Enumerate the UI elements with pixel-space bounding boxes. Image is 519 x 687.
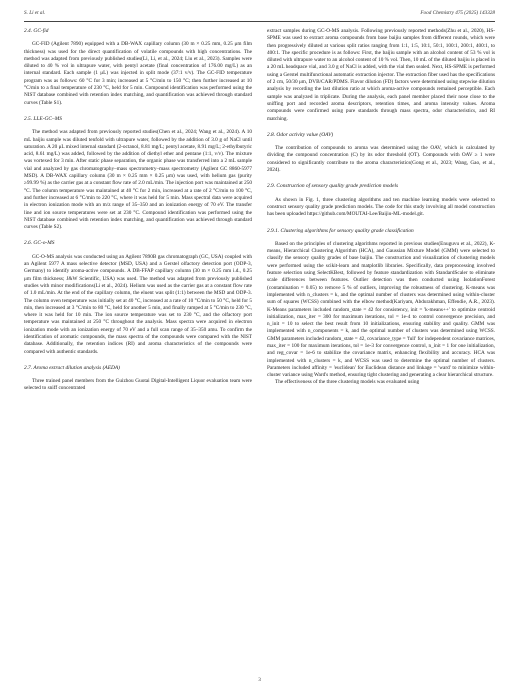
paragraph-gc-fid: GC-FID (Agilent 7890) equipped with a DB-WAX capillary column (30 m × 0.25 mm, 0.25 μm film thickness) was used for the direct quantification of volatile compounds with high concentrations. The method was adapted from previously published studies(Li, Li, et al., 2024; Liu et al., 2023). Samples were diluted to 40 % vol in ultrapure water, with pentyl acetate (final concentration of 176.00 mg/L) as an internal standard. Each sample (1 μL) was injected in split mode (37:1 v/v). The GC-FID temperature program was as follows: 60 °C for 3 min; increased at 5 °C/min to 150 °C; then further increased at 10 °C/min to a final temperature of 230 °C, held for 5 min. Compound identification was performed using the NIST database combined with retention index matching, and quantification was achieved through standard curves (Table S1). (24, 41, 252, 106)
section-heading-2-8: 2.8. Odor activity value (OAV) (267, 131, 334, 138)
paragraph-prediction-models: As shown in Fig. 1, three clustering algorithms and ten machine learning models were selected to construct sensory quality grade prediction models. The code for this study involving all model construction has been uploaded https://github.com/MOUTAI-Lee/Baijiu-ML-model.git. (267, 196, 495, 218)
running-head-journal: Food Chemistry 475 (2025) 143328 (420, 10, 495, 16)
paragraph-aeda-start: Three trained panel members from the Guizhou Guotai Digital-Intelligent Liquor evaluation team were selected to sniff concentrated (24, 378, 252, 392)
paragraph-clustering-evaluation: The effectiveness of the three clustering models was evaluated using (275, 379, 420, 386)
running-head-authors: S. Li et al. (24, 10, 46, 16)
paragraph-gc-o-ms: GC-O-MS analysis was conducted using an Agilent 7890B gas chromatograph (GC, USA) coupled with an Agilent 5977 A mass selective detector (MSD, USA) and a Gerstel olfactory detection port (ODP-3, Germany) to identify aroma-active compounds. A DB-FFAP capillary column (30 m × 0.25 mm i.d., 0.25 μm film thickness; J&W Scientific, USA) was used. The method was adapted from previously published studies with minor modifications(Li et al., 2024). Helium was used as the carrier gas at a constant flow rate of 1.0 mL/min. At the end of the capillary column, the eluent was split (1:1) between the MSD and ODP-3. The column oven temperature was initially set at 40 °C, increased at a rate of 10 °C/min to 50 °C, held for 5 min, then increased at 3 °C/min to 80 °C, held for another 5 min, and finally ramped at 5 °C/min to 230 °C, where it was held for 10 min. The ion source temperature was set to 230 °C, and the olfactory port temperature was maintained at 250 °C throughout the analysis. Mass spectra were acquired in electron ionization mode with an ionization energy of 70 eV and a full scan range of 35–350 amu. To confirm the identification of aromatic compounds, the mass spectra of the compounds were compared with the NIST database. Additionally, the retention indices (RI) and aroma characteristics of the compounds were compared with authentic standards. (24, 253, 252, 355)
header-rule (24, 21, 495, 22)
subsection-heading-2-9-1: 2.9.1. Clustering algorithms for sensory quality grade classification (267, 227, 414, 234)
page-number: 3 (258, 677, 261, 683)
section-heading-2-5: 2.5. LLE-GC–MS (24, 115, 62, 122)
left-column (24, 28, 252, 650)
right-column (267, 28, 495, 650)
running-head (24, 10, 495, 19)
section-heading-2-7: 2.7. Aroma extract dilution analysis (AEDA) (24, 364, 120, 371)
section-heading-2-4: 2.4. GC-fid (24, 28, 49, 34)
paragraph-oav: The contribution of compounds to aroma was determined using the OAV, which is calculated by dividing the compound concentration (C) by its odor threshold (OT). Compounds with OAV ≥ 1 were considered to significantly contribute to the aroma characteristics(Gong et al., 2023; Wang, Gao, et al., 2024). (267, 145, 495, 174)
paragraph-lle-gcms: The method was adapted from previously reported studies(Chen et al., 2024; Wang et al., 2024). A 10 mL baijiu sample was diluted tenfold with ultrapure water, followed by the addition of 3.0 g of NaCl until saturation. A 20 μL mixed internal standard (2-octanol, 8.81 mg/L; pentyl acetate, 8.91 mg/L; 2-ethylbutyric acid, 8.61 mg/L) was added, followed by the addition of diethyl ether and pentane (1:1, v/v). The mixture was vortexed for 3 min. After static phase separation, the organic phase was transferred into a 2 mL sample vial and analyzed by gas chromatography–mass spectrometry–mass spectrometry (Agilent GC 8860-5977 MSD). A DB-WAX capillary column (30 m × 0.25 mm × 0.25 μm) was used, with helium gas (purity ≥99.99 %) as the carrier gas at a constant flow rate of 2.0 mL/min. The injection port was maintained at 250 °C. The column temperature was maintained at 40 °C for 2 min, increased at a rate of 2 °C/min to 100 °C, and further increased at 6 °C/min to 220 °C, where it was held for 5 min. Mass spectral data were acquired in electron ionization mode with an m/z range of 35–350 and an ionization energy of 70 eV. The transfer line and ion source temperatures were set at 230 °C. Compound identification was performed using the NIST database combined with retention index matching, and quantification was achieved through standard curves (Table S2). (24, 129, 252, 231)
paragraph-aeda-continued: extract samples during GC-O-MS analysis. Following previously reported methods(Zhu et al., 2020), HS-SPME was used to extract aroma compounds from base baijiu samples from different rounds, which were then progressively diluted at various split ratios ranging from 1:1, 1:5, 10:1, 50:1, 100:1, 200:1, 400:1, to 400:1. The specific procedure is as follows: First, the baijiu sample with an alcohol content of 53 % vol is diluted with ultrapure water to an alcohol content of 10 % vol. Then, 10 mL of the diluted baijiu is placed in a 20 mL headspace vial, and 3.0 g of NaCl is added, with the vial then sealed. Next, HS-SPME is performed using a Gerstel multifunctional automatic extraction injector. The extraction fiber used has the specifications of 2 cm, 50/30 μm, DVB/CAR/PDMS. Flavor dilution (FD) factors were determined using stepwise dilution analysis by recording the last dilution ratio at which aroma-active compounds remained perceptible. Each sample was analyzed in triplicate. During the analysis, each panel member placed their nose close to the sniffing port and recorded aroma descriptors, retention times, and aroma intensity values. Aroma compounds were confirmed using pure standards through mass spectra, odor characteristics, and RI matching. (267, 28, 495, 122)
section-heading-2-6: 2.6. GC-o-MS (24, 240, 55, 247)
section-heading-2-9: 2.9. Construction of sensory quality grade prediction models (267, 183, 399, 190)
paragraph-clustering-algorithms: Based on the principles of clustering algorithms reported in previous studies(Enuguvu et al., 2022), K-means, Hierarchical Clustering Algorithm (HCA), and Gaussian Mixture Model (GMM) were selected to classify the sensory quality grades of base baijiu. The construction and visualization of clustering models were performed using the scikit-learn and matplotlib libraries. Specifically, data preprocessing involved feature selection using SelectKBest, followed by feature standardization with StandardScaler to eliminate scale differences between features. Outlier detection was then conducted using IsolationForest (contamination = 0.05) to remove 5 % of outliers, improving the robustness of clustering. K-means was implemented with n_clusters = k, and the optimal number of clusters was determined using within-cluster sum of squares (WCSS) combined with the elbow method(Kariyam, Abdurakhman, Effendie, A.R., 2023). K-Means parameters included random_state = 42 for consistency, init = 'k-means++' to optimize centroid initialization, max_iter = 300 for maximum iterations, tol = 1e-4 to control convergence precision, and n_init = 10 to select the best result from 10 initializations, ensuring stability and quality. GMM was implemented with n_components = k, and the optimal number of clusters was determined using WCSS. GMM parameters included random_state = 42, covariance_type = 'full' for independent covariance matrices, max_iter = 100 for maximum iterations, tol = 1e-3 for convergence control, n_init = 1 for one initialization, and reg_covar = 1e-6 to stabilize the covariance matrix, enhancing flexibility and accuracy. HCA was implemented with n_clusters = k, and WCSS was used to determine the optimal number of clusters. Parameters included affinity = 'euclidean' for Euclidean distance and linkage = 'ward' to minimize within-cluster variance using Ward's method, ensuring tight clustering and generating a clear hierarchical structure. (267, 240, 495, 379)
